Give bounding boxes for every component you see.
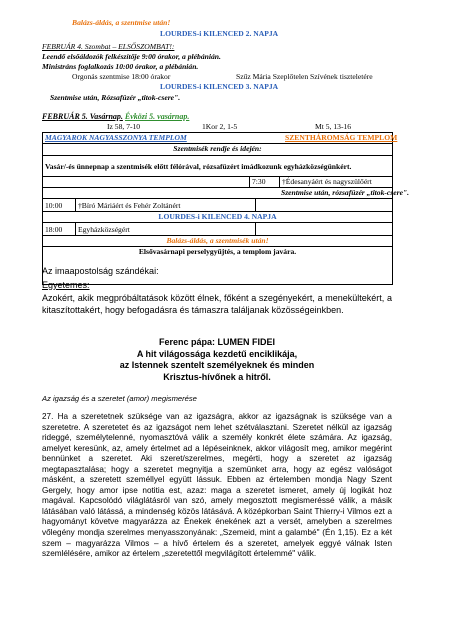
feb4-line2: Ministráns foglalkozás 10:00 órakor, a plébánián. — [42, 62, 199, 71]
feb4-line3-left: Orgonás szentmise 18:00 órakor — [72, 72, 171, 81]
reading-1: Iz 58, 7-10 — [107, 122, 141, 131]
feb4-title: FEBRUÁR 4. Szombat – ELSŐSZOMBAT!: — [42, 42, 175, 51]
table-row: 7:30 †Édesanyáért és nagyszülőért — [43, 176, 392, 187]
note-row: Vasár/-és ünnepnap a szentmisék előtt félórával, rózsafüzért imádkozunk egyházközségünkért. — [43, 155, 392, 176]
mass-order-row: Szentmisék rendje és idején: — [43, 143, 392, 155]
prayer-heading: Az imaapostolság szándékai: — [42, 266, 159, 276]
reading-3: Mt 5, 13-16 — [315, 122, 352, 131]
novena-day-3: LOURDES-i KILENCED 3. NAPJA — [160, 82, 279, 91]
section-title: Az igazság és a szeretet (amor) megismerése — [42, 394, 197, 403]
table-row: Elsővasárnapi perselygyűjtés, a templom javára. — [43, 246, 392, 257]
table-row: 10:00 †Bíró Máriáért és Fehér Zoltánért — [43, 198, 392, 211]
blessing-notice: Balázs-áldás, a szentmise után! — [72, 18, 171, 27]
table-row: Szentmise után, rózsafüzér „titok-csere". — [43, 187, 392, 198]
church-left: MAGYAROK NAGYASSZONYA TEMPLOM — [45, 133, 187, 142]
reading-2: 1Kor 2, 1-5 — [202, 122, 238, 131]
prayer-subheading: Egyetemes: — [42, 280, 90, 290]
table-row: 18:00 Egyházközségért — [43, 222, 392, 235]
prayer-text: Azokért, akik megpróbáltatások között élnek, főként a szegényekért, a menekültekért, a kitaszítottakért, hogy befogadásra és támaszra találjanak közösségeinkben. — [42, 293, 392, 315]
feb4-line3-right: Szűz Mária Szeplőtelen Szívének tiszteletére — [236, 72, 373, 81]
church-right: SZENTHÁROMSÁG TEMPLOM — [285, 133, 398, 142]
novena-day-2: LOURDES-i KILENCED 2. NAPJA — [160, 29, 279, 38]
table-row: LOURDES-i KILENCED 4. NAPJA — [43, 211, 392, 222]
encyclical-title: Ferenc pápa: LUMEN FIDEI A hit világossága kezdetű enciklikája, az Istennek szentelt személyeknek és minden Krisztus-hívőnek a hitről. — [119, 337, 315, 382]
mass-schedule-table — [42, 132, 410, 285]
encyclical-paragraph: 27. Ha a szeretetnek szüksége van az igazságra, akkor az igazságnak is szüksége van a szeretetre. A szeretetet és az igazságot nem lehet szétválasztani. Szeretet nélkül az igazság rideggé, személytelenné, nyomasztóvá válik a személy konkrét élete számára. Az igazság, amelyet keresünk, az, amely értelmet ad a lépéseinknek, akkor világosít meg, amikor megérint bennünket a szeretet. Aki szeret/szerelmes, megérti, hogy a szeretet az igazság megtapasztalása; hogy a szeretet megnyitja a szemünket arra, hogy az egész valóságot másként, a szeretett személlyel együtt lássuk. Ebben az értelemben mondja Nagy Szent Gergely, hogy amor ipse notitia est, azaz: maga a szeretet ismeret, amely új logikát hoz magával. Kapcsolódó világlátásról van szó, amely megosztott megismeréssé válik, a másik látásában való látássá, a mindenség közös látásává. A középkorban Saint Thierry-i Vilmos ezt a hagyományt követve magyarázza az Énekek énekének azt a versét, amelyben a szerelmes vőlegény mondja szerelmes menyasszonyának: „Szemeid, mint a galambé" (Én 1,15). Ez a két szem – magyarázza Vilmos – a hívő értelem és a szeretet, amelyek eggyé válnak Isten szemlélésére, amikor az értelem „szeretettől megvilágított értelemmé" válik. — [42, 412, 392, 559]
table-row: Balázs-áldás, a szentmisék után! — [43, 235, 392, 246]
feb4-line1: Leendő elsőáldozók felkészítője 9:00 órakor, a plébánián. — [42, 52, 221, 61]
feb5-title: FEBRUÁR 5. Vasárnap. Évközi 5. vasárnap. — [42, 112, 190, 121]
feb4-after-mass: Szentmise után, Rózsafüzér „titok-csere". — [50, 93, 181, 102]
table-header-row — [43, 133, 398, 143]
